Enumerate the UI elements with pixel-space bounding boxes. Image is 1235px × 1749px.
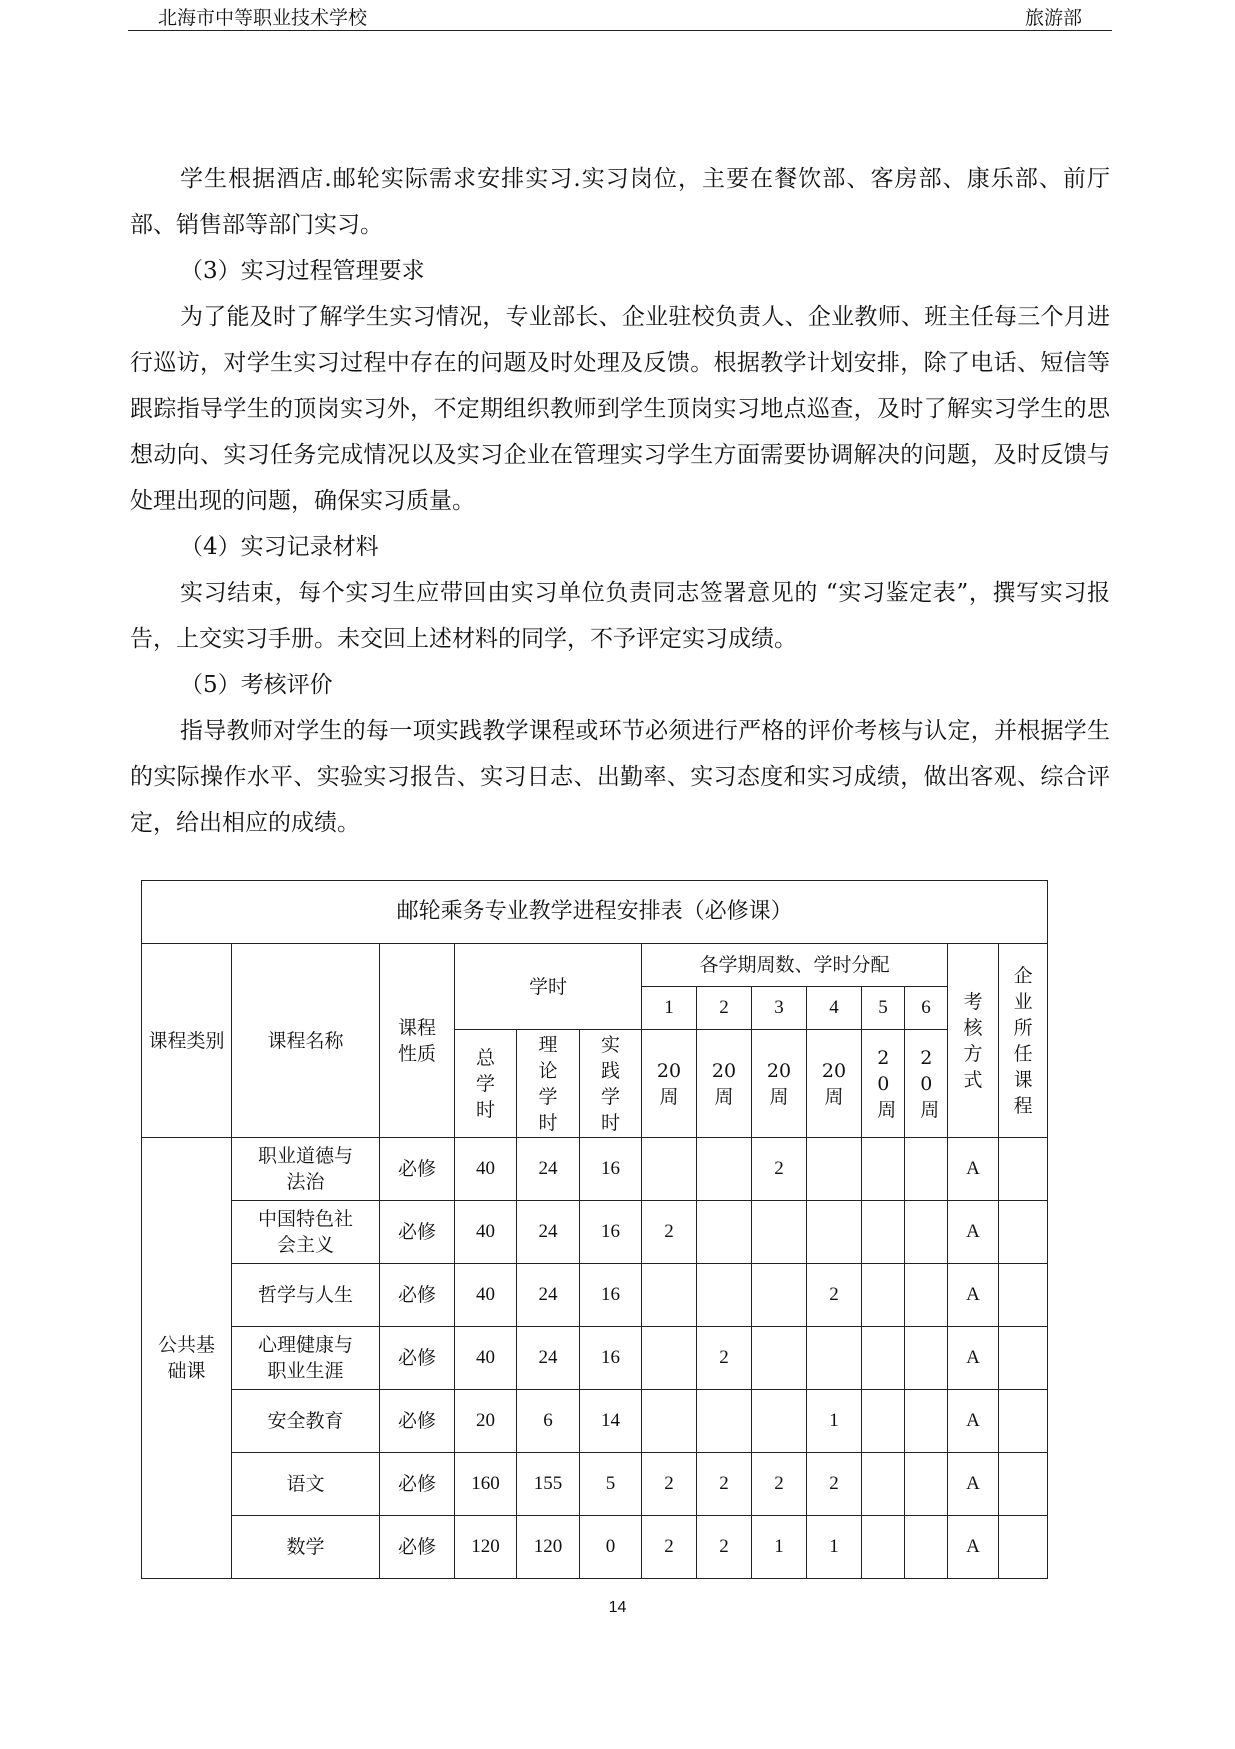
header-weeks-1: 20周 — [642, 1030, 697, 1138]
header-weeks-2: 20周 — [697, 1030, 752, 1138]
enterprise-course — [999, 1327, 1048, 1390]
header-name: 课程名称 — [232, 944, 380, 1138]
header-weeks-3: 20周 — [752, 1030, 807, 1138]
practice-hours: 16 — [580, 1327, 642, 1390]
page-number: 14 — [608, 1599, 627, 1616]
course-nature: 必修 — [380, 1264, 455, 1327]
table-row — [142, 1453, 1048, 1516]
header-semesters: 各学期周数、学时分配 — [642, 944, 948, 987]
header-weeks-6: 20周 — [905, 1030, 948, 1138]
practice-hours: 14 — [580, 1390, 642, 1453]
theory-hours: 24 — [517, 1264, 580, 1327]
total-hours: 40 — [455, 1264, 517, 1327]
sem-5-hours — [862, 1327, 905, 1390]
header-sem-1: 1 — [642, 987, 697, 1030]
sem-2-hours: 2 — [697, 1327, 752, 1390]
theory-hours: 24 — [517, 1327, 580, 1390]
sem-4-hours — [807, 1201, 862, 1264]
practice-hours: 16 — [580, 1264, 642, 1327]
sem-1-hours: 2 — [642, 1453, 697, 1516]
course-name: 安全教育 — [232, 1390, 380, 1453]
sem-5-hours — [862, 1453, 905, 1516]
paragraph-management: 为了能及时了解学生实习情况，专业部长、企业驻校负责人、企业教师、班主任每三个月进行巡访，对学生实习过程中存在的问题及时处理及反馈。根据教学计划安排，除了电话、短信等跟踪指导学生的顶岗实习外，不定期组织教师到学生顶岗实习地点巡查，及时了解实习学生的思想动向、实习任务完成情况以及实习企业在管理实习学生方面需要协调解决的问题，及时反馈与处理出现的问题，确保实习质量。 — [130, 304, 1110, 514]
sem-1-hours — [642, 1264, 697, 1327]
sem-5-hours — [862, 1138, 905, 1201]
sem-6-hours — [905, 1327, 948, 1390]
exam-method: A — [948, 1138, 999, 1201]
practice-hours: 16 — [580, 1201, 642, 1264]
sem-5-hours — [862, 1264, 905, 1327]
schedule-table — [141, 880, 1048, 1579]
table-row — [142, 1327, 1048, 1390]
practice-hours: 5 — [580, 1453, 642, 1516]
header-school: 北海市中等职业技术学校 — [158, 7, 368, 29]
paragraph-placement: 学生根据酒店.邮轮实际需求安排实习.实习岗位，主要在餐饮部、客房部、康乐部、前厅部、销售部等部门实习。 — [130, 166, 1110, 238]
sem-3-hours: 2 — [752, 1453, 807, 1516]
sem-4-hours: 1 — [807, 1516, 862, 1579]
sem-4-hours: 2 — [807, 1264, 862, 1327]
sem-3-hours — [752, 1201, 807, 1264]
page-header — [128, 0, 1112, 31]
table-row — [142, 1138, 1048, 1201]
header-sem-6: 6 — [905, 987, 948, 1030]
sem-6-hours — [905, 1201, 948, 1264]
header-weeks-5: 20周 — [862, 1030, 905, 1138]
header-exam: 考核方式 — [948, 944, 999, 1138]
exam-method: A — [948, 1453, 999, 1516]
table-row — [142, 1516, 1048, 1579]
table-row — [142, 1390, 1048, 1453]
course-nature: 必修 — [380, 1516, 455, 1579]
course-nature: 必修 — [380, 1390, 455, 1453]
sem-2-hours — [697, 1264, 752, 1327]
theory-hours: 120 — [517, 1516, 580, 1579]
sem-2-hours — [697, 1138, 752, 1201]
course-nature: 必修 — [380, 1138, 455, 1201]
sem-1-hours — [642, 1327, 697, 1390]
sem-5-hours — [862, 1516, 905, 1579]
header-practice: 实践学时 — [580, 1030, 642, 1138]
theory-hours: 24 — [517, 1138, 580, 1201]
enterprise-course — [999, 1138, 1048, 1201]
sem-1-hours: 2 — [642, 1516, 697, 1579]
sem-2-hours: 2 — [697, 1516, 752, 1579]
header-sem-3: 3 — [752, 987, 807, 1030]
header-sem-2: 2 — [697, 987, 752, 1030]
total-hours: 120 — [455, 1516, 517, 1579]
sem-4-hours: 2 — [807, 1453, 862, 1516]
sem-6-hours — [905, 1138, 948, 1201]
header-sem-5: 5 — [862, 987, 905, 1030]
category-cell: 公共基础课 — [142, 1138, 232, 1579]
total-hours: 40 — [455, 1327, 517, 1390]
header-weeks-4: 20周 — [807, 1030, 862, 1138]
sem-6-hours — [905, 1264, 948, 1327]
body-text — [130, 156, 1110, 846]
sem-3-hours — [752, 1327, 807, 1390]
practice-hours: 0 — [580, 1516, 642, 1579]
exam-method: A — [948, 1327, 999, 1390]
enterprise-course — [999, 1390, 1048, 1453]
sem-6-hours — [905, 1390, 948, 1453]
total-hours: 40 — [455, 1138, 517, 1201]
theory-hours: 24 — [517, 1201, 580, 1264]
enterprise-course — [999, 1453, 1048, 1516]
header-theory: 理论学时 — [517, 1030, 580, 1138]
heading-internship-management: （3）实习过程管理要求 — [180, 258, 425, 284]
sem-2-hours — [697, 1390, 752, 1453]
practice-hours: 16 — [580, 1138, 642, 1201]
header-dept: 旅游部 — [1024, 7, 1082, 29]
header-nature: 课程性质 — [380, 944, 455, 1138]
sem-1-hours — [642, 1138, 697, 1201]
total-hours: 20 — [455, 1390, 517, 1453]
enterprise-course — [999, 1516, 1048, 1579]
course-name: 中国特色社会主义 — [232, 1201, 380, 1264]
sem-1-hours — [642, 1390, 697, 1453]
heading-assessment: （5）考核评价 — [180, 672, 333, 698]
course-name: 数学 — [232, 1516, 380, 1579]
course-nature: 必修 — [380, 1327, 455, 1390]
header-hours: 学时 — [455, 944, 642, 1030]
header-total: 总学时 — [455, 1030, 517, 1138]
table-title: 邮轮乘务专业教学进程安排表（必修课） — [142, 881, 1048, 944]
sem-4-hours — [807, 1327, 862, 1390]
sem-4-hours: 1 — [807, 1390, 862, 1453]
total-hours: 40 — [455, 1201, 517, 1264]
course-name: 职业道德与法治 — [232, 1138, 380, 1201]
exam-method: A — [948, 1390, 999, 1453]
sem-6-hours — [905, 1516, 948, 1579]
paragraph-assessment: 指导教师对学生的每一项实践教学课程或环节必须进行严格的评价考核与认定，并根据学生的实际操作水平、实验实习报告、实习日志、出勤率、实习态度和实习成绩，做出客观、综合评定，给出相应的成绩。 — [130, 718, 1110, 836]
header-enterprise: 企业所任课程 — [999, 944, 1048, 1138]
exam-method: A — [948, 1201, 999, 1264]
sem-4-hours — [807, 1138, 862, 1201]
exam-method: A — [948, 1516, 999, 1579]
table-row — [142, 1201, 1048, 1264]
sem-3-hours — [752, 1390, 807, 1453]
header-category: 课程类别 — [142, 944, 232, 1138]
sem-5-hours — [862, 1390, 905, 1453]
course-name: 哲学与人生 — [232, 1264, 380, 1327]
sem-3-hours — [752, 1264, 807, 1327]
exam-method: A — [948, 1264, 999, 1327]
heading-internship-records: （4）实习记录材料 — [180, 534, 379, 560]
sem-2-hours — [697, 1201, 752, 1264]
sem-3-hours: 2 — [752, 1138, 807, 1201]
sem-1-hours: 2 — [642, 1201, 697, 1264]
course-name: 心理健康与职业生涯 — [232, 1327, 380, 1390]
sem-2-hours: 2 — [697, 1453, 752, 1516]
theory-hours: 6 — [517, 1390, 580, 1453]
course-nature: 必修 — [380, 1453, 455, 1516]
enterprise-course — [999, 1201, 1048, 1264]
header-sem-4: 4 — [807, 987, 862, 1030]
sem-6-hours — [905, 1453, 948, 1516]
course-nature: 必修 — [380, 1201, 455, 1264]
paragraph-records: 实习结束，每个实习生应带回由实习单位负责同志签署意见的 “实习鉴定表”，撰写实习报告，上交实习手册。未交回上述材料的同学，不予评定实习成绩。 — [130, 580, 1110, 652]
theory-hours: 155 — [517, 1453, 580, 1516]
enterprise-course — [999, 1264, 1048, 1327]
total-hours: 160 — [455, 1453, 517, 1516]
course-name: 语文 — [232, 1453, 380, 1516]
sem-5-hours — [862, 1201, 905, 1264]
sem-3-hours: 1 — [752, 1516, 807, 1579]
table-row — [142, 1264, 1048, 1327]
